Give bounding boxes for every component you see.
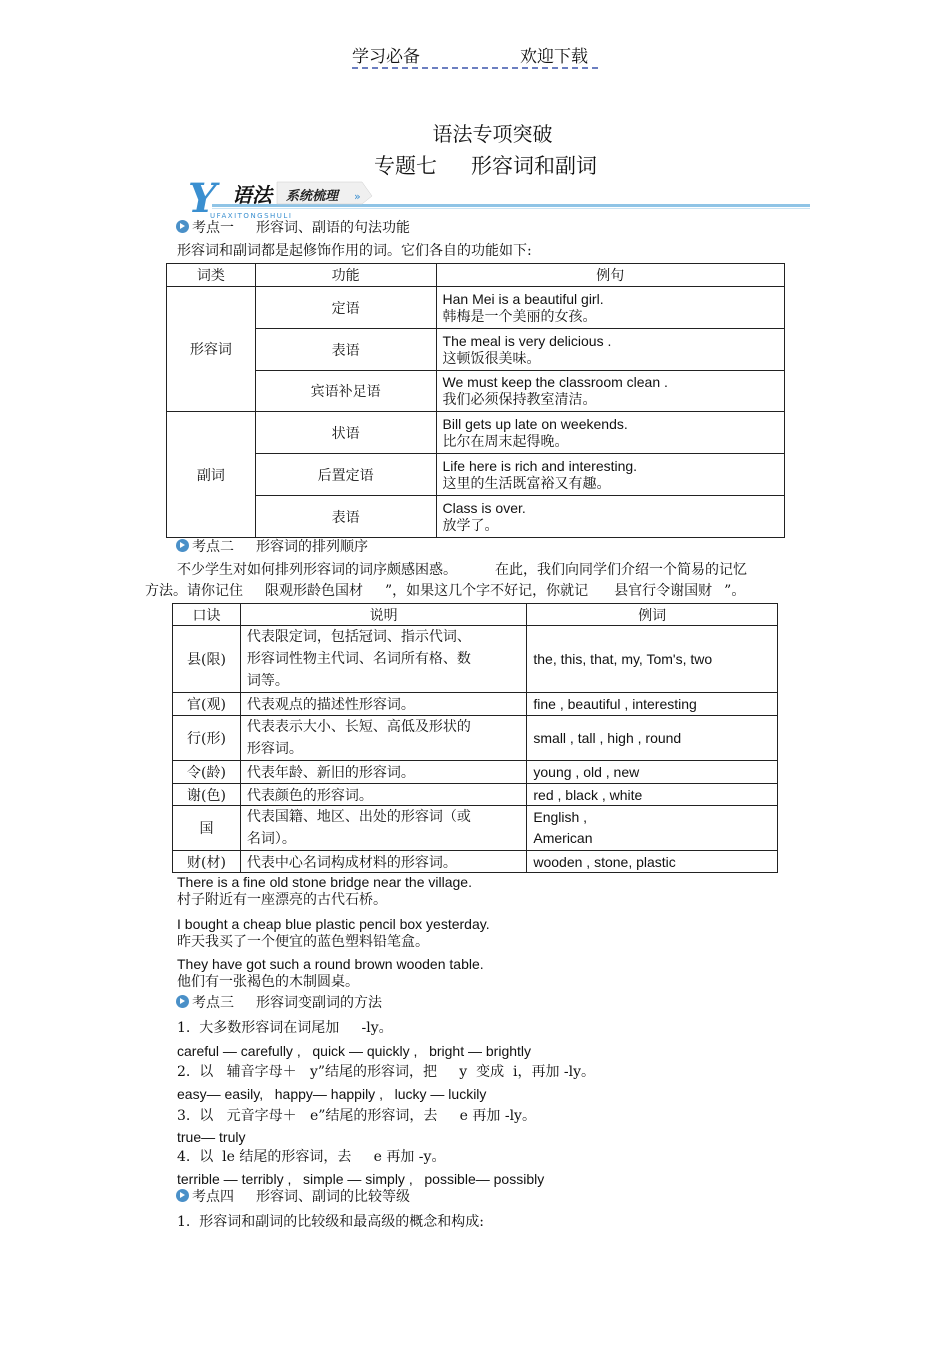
point2-title: 形容词的排列顺序 xyxy=(256,539,368,555)
example-zh: 放学了。 xyxy=(442,517,499,534)
banner-graphic xyxy=(172,176,810,220)
desc-line: 代表限定词，包括冠词、指示代词、 xyxy=(246,629,471,645)
arrow-circle-icon xyxy=(176,995,189,1008)
section-banner xyxy=(172,176,810,220)
point3-title: 形容词变副词的方法 xyxy=(256,995,382,1011)
table-row xyxy=(167,287,785,329)
function-cell: 表语 xyxy=(255,496,436,538)
point3-heading xyxy=(176,994,382,1012)
rule-4: 4. 以 le 结尾的形容词，去 e 再加 -y。 xyxy=(177,1149,446,1165)
header-right: 欢迎下载 xyxy=(520,47,588,67)
arrow-circle-icon xyxy=(176,220,189,233)
arrow-circle-icon xyxy=(176,1189,189,1202)
point3-num: 考点三 xyxy=(192,995,234,1011)
example-zh: 比尔在周末起得晚。 xyxy=(442,433,569,450)
point2-para-line1 xyxy=(177,561,747,579)
banner-pinyin: UFAXITONGSHULI xyxy=(210,212,293,220)
desc-cell xyxy=(240,626,526,693)
point1-intro: 形容词和副词都是起修饰作用的词。它们各自的功能如下: xyxy=(177,243,532,259)
point4-heading xyxy=(176,1188,410,1206)
example-en: Han Mei is a beautiful girl. xyxy=(442,290,604,307)
rule-1: 1. 大多数形容词在词尾加 -ly。 xyxy=(177,1020,393,1036)
mnemonic-cell: 行(形) xyxy=(173,716,241,761)
point2-para-line2 xyxy=(145,582,745,600)
desc-line: 代表表示大小、长短、高低及形状的 xyxy=(246,719,471,735)
example-sentence-zh: 村子附近有一座漂亮的古代石桥。 xyxy=(177,892,387,908)
banner-label: 语法 xyxy=(232,183,272,207)
desc-cell: 代表中心名词构成材料的形容词。 xyxy=(240,851,526,873)
mnemonic-2: 县官行令谢国财 xyxy=(614,583,713,599)
col-header: 例句 xyxy=(436,264,784,287)
category-cell: 副词 xyxy=(167,412,256,538)
desc-cell: 代表颜色的形容词。 xyxy=(240,784,526,806)
col-header: 说明 xyxy=(240,604,526,626)
example-words-cell: wooden , stone, plastic xyxy=(527,851,778,873)
table-row xyxy=(167,371,785,412)
example-zh: 这顿饭很美味。 xyxy=(442,350,541,367)
point2-text: 不少学生对如何排列形容词的词序颇感困惑。 xyxy=(177,562,457,578)
rule-2: 2. 以 辅音字母＋ y”结尾的形容词，把 y 变成 i，再加 -ly。 xyxy=(177,1064,596,1080)
mnemonic-cell: 财(材) xyxy=(173,851,241,873)
topic-name: 形容词和副词 xyxy=(471,154,597,178)
function-cell: 宾语补足语 xyxy=(255,371,436,412)
example-zh: 这里的生活既富裕又有趣。 xyxy=(442,475,611,492)
example-words-cell: the, this, that, my, Tom's, two xyxy=(527,626,778,693)
table-row xyxy=(173,851,778,873)
point1-heading xyxy=(176,219,410,237)
page-header xyxy=(352,41,598,69)
table-row xyxy=(173,626,778,693)
point2-heading xyxy=(176,538,368,556)
header-left: 学习必备 xyxy=(352,47,420,67)
example-words-cell: fine , beautiful , interesting xyxy=(527,693,778,716)
point2-text: ”，如果这几个字不好记，你就记 xyxy=(385,583,589,599)
table-row xyxy=(167,412,785,454)
point4-num: 考点四 xyxy=(192,1189,234,1205)
function-table xyxy=(166,263,785,538)
table-row xyxy=(173,693,778,716)
col-header: 功能 xyxy=(255,264,436,287)
example-words-cell: young , old , new xyxy=(527,761,778,784)
example-en: We must keep the classroom clean . xyxy=(442,374,668,390)
table-row xyxy=(173,784,778,806)
mnemonic-cell: 谢(色) xyxy=(173,784,241,806)
point4-rule-1: 1. 形容词和副词的比较级和最高级的概念和构成: xyxy=(177,1214,484,1230)
rule-4-examples: terrible — terribly , simple — simply , possible— possibly xyxy=(177,1171,545,1187)
table-header-row xyxy=(173,604,778,626)
function-cell: 定语 xyxy=(255,287,436,329)
rule-1-examples: careful — carefully , quick — quickly , bright — brightly xyxy=(177,1043,532,1059)
example-cell xyxy=(436,371,784,412)
example-cell xyxy=(436,287,784,329)
example-sentence-zh: 他们有一张褐色的木制圆桌。 xyxy=(177,974,359,990)
desc-line: 代表国籍、地区、出处的形容词（或 xyxy=(246,809,471,825)
example-en: Life here is rich and interesting. xyxy=(442,457,638,474)
topic-number: 专题七 xyxy=(374,154,437,178)
desc-cell: 代表年龄、新旧的形容词。 xyxy=(240,761,526,784)
example-words-cell: small , tall , high , round xyxy=(527,716,778,761)
mnemonic-cell: 国 xyxy=(173,806,241,851)
point4-title: 形容词、副词的比较等级 xyxy=(256,1189,410,1205)
arrow-circle-icon xyxy=(176,539,189,552)
rule-3: 3. 以 元音字母＋ e”结尾的形容词，去 e 再加 -ly。 xyxy=(177,1108,536,1124)
category-cell: 形容词 xyxy=(167,287,256,412)
example-cell xyxy=(436,454,784,496)
table-row xyxy=(173,806,778,851)
point1-num: 考点一 xyxy=(192,220,234,236)
example-zh: 韩梅是一个美丽的女孩。 xyxy=(442,308,597,325)
table-header-row xyxy=(167,264,785,287)
mnemonic-cell: 令(龄) xyxy=(173,761,241,784)
example-sentence-en: There is a fine old stone bridge near the village. xyxy=(177,874,472,890)
example-cell xyxy=(436,496,784,538)
example-sentence-en: I bought a cheap blue plastic pencil box yesterday. xyxy=(177,916,490,932)
desc-cell xyxy=(240,716,526,761)
desc-line: 形容词。 xyxy=(246,741,303,757)
example-zh: 我们必须保持教室清洁。 xyxy=(442,392,597,408)
mnemonic-cell: 官(观) xyxy=(173,693,241,716)
table-row xyxy=(167,329,785,371)
point2-num: 考点二 xyxy=(192,539,234,555)
desc-line: 词等。 xyxy=(246,673,289,689)
example-en: The meal is very delicious . xyxy=(442,332,612,349)
example-words-cell: red , black , white xyxy=(527,784,778,806)
rule-3-examples: true— truly xyxy=(177,1129,246,1145)
example-cell xyxy=(436,412,784,454)
example-words-cell xyxy=(527,806,778,851)
banner-letter: Y xyxy=(188,176,217,220)
desc-cell: 代表观点的描述性形容词。 xyxy=(240,693,526,716)
table-row xyxy=(167,454,785,496)
function-cell: 状语 xyxy=(255,412,436,454)
desc-line: 形容词性物主代词、名词所有格、数 xyxy=(246,651,471,667)
example-en: Class is over. xyxy=(442,499,526,516)
point2-text: 方法。请你记住 xyxy=(145,583,243,599)
col-header: 口诀 xyxy=(173,604,241,626)
doc-title: 语法专项突破 xyxy=(432,122,553,146)
mnemonic-1: 限观形龄色国材 xyxy=(265,583,363,599)
example-sentence-zh: 昨天我买了一个便宜的蓝色塑料铅笔盒。 xyxy=(177,934,429,950)
order-table xyxy=(172,603,778,873)
mnemonic-cell: 县(限) xyxy=(173,626,241,693)
example-sentence-en: They have got such a round brown wooden table. xyxy=(177,956,484,972)
col-header: 词类 xyxy=(167,264,256,287)
table-row xyxy=(173,761,778,784)
example-en: Bill gets up late on weekends. xyxy=(442,415,628,432)
point2-text: 在此，我们向同学们介绍一个简易的记忆 xyxy=(495,562,747,578)
col-header: 例词 xyxy=(527,604,778,626)
rule-2-examples: easy— easily, happy— happily , lucky — luckily xyxy=(177,1086,487,1102)
example-cell xyxy=(436,329,784,371)
table-row xyxy=(167,496,785,538)
point2-text: ”。 xyxy=(724,583,746,599)
desc-line: 名词）。 xyxy=(246,831,296,847)
table-row xyxy=(173,716,778,761)
banner-arrows-icon: » xyxy=(354,190,361,203)
example-word: American xyxy=(533,830,593,846)
function-cell: 表语 xyxy=(255,329,436,371)
example-word: English , xyxy=(533,809,588,825)
point1-title: 形容词、副语的句法功能 xyxy=(256,220,410,236)
banner-sub: 系统梳理 xyxy=(286,189,339,204)
desc-cell xyxy=(240,806,526,851)
function-cell: 后置定语 xyxy=(255,454,436,496)
